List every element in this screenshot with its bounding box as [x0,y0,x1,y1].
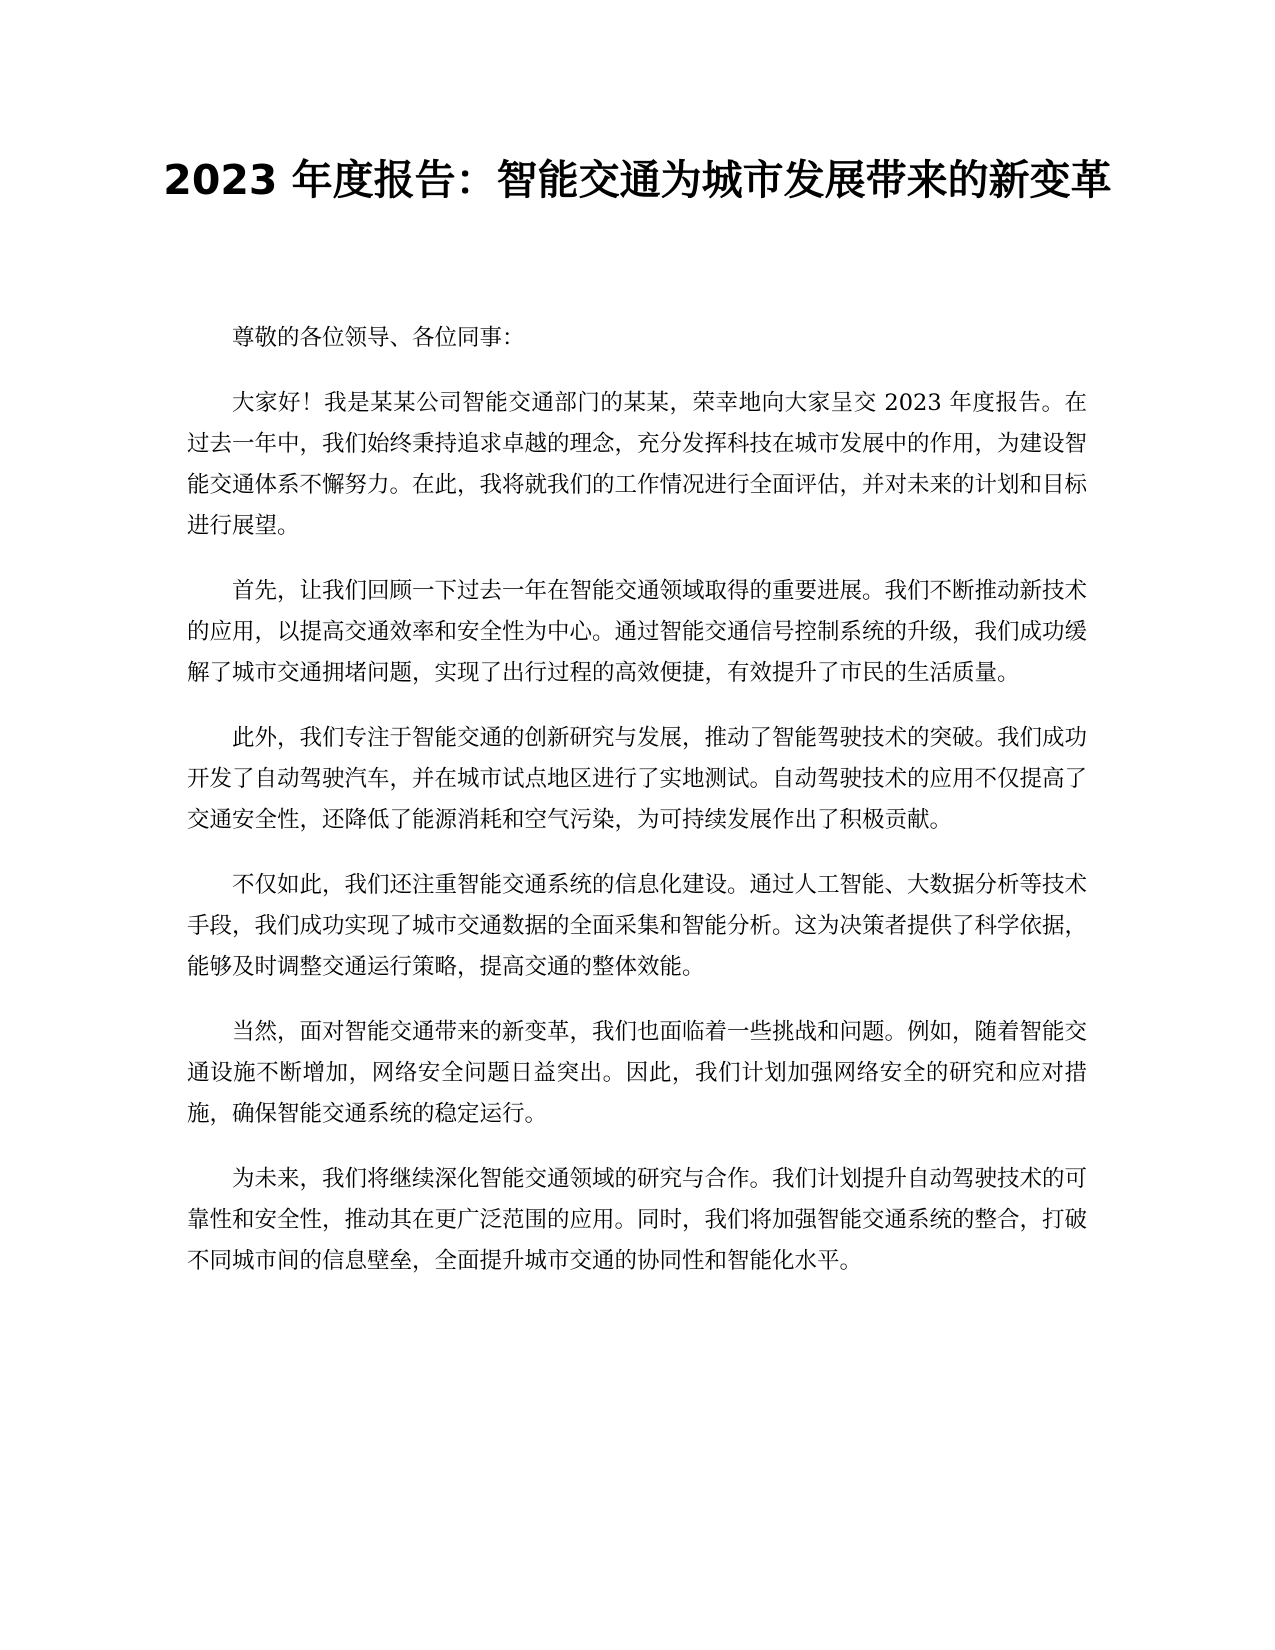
body-paragraph: 不仅如此，我们还注重智能交通系统的信息化建设。通过人工智能、大数据分析等技术手段，我们成功实现了城市交通数据的全面采集和智能分析。这为决策者提供了科学依据，能够及时调整交通运行策略，提高交通的整体效能。 [187,872,1088,980]
body-paragraph: 大家好！我是某某公司智能交通部门的某某，荣幸地向大家呈交 2023 年度报告。在过去一年中，我们始终秉持追求卓越的理念，充分发挥科技在城市发展中的作用，为建设智能交通体系不懈努力。在此，我将就我们的工作情况进行全面评估，并对未来的计划和目标进行展望。 [187,390,1088,539]
document-body [187,318,1087,1306]
document-title: 2023 年度报告：智能交通为城市发展带来的新变革 [163,156,1112,204]
body-paragraph: 首先，让我们回顾一下过去一年在智能交通领域取得的重要进展。我们不断推动新技术的应用，以提高交通效率和安全性为中心。通过智能交通信号控制系统的升级，我们成功缓解了城市交通拥堵问题，实现了出行过程的高效便捷，有效提升了市民的生活质量。 [187,578,1088,686]
body-paragraph: 当然，面对智能交通带来的新变革，我们也面临着一些挑战和问题。例如，随着智能交通设施不断增加，网络安全问题日益突出。因此，我们计划加强网络安全的研究和应对措施，确保智能交通系统的稳定运行。 [187,1019,1088,1127]
body-paragraph: 为未来，我们将继续深化智能交通领域的研究与合作。我们计划提升自动驾驶技术的可靠性和安全性，推动其在更广泛范围的应用。同时，我们将加强智能交通系统的整合，打破不同城市间的信息壁垒，全面提升城市交通的协同性和智能化水平。 [187,1166,1088,1274]
body-paragraph: 此外，我们专注于智能交通的创新研究与发展，推动了智能驾驶技术的突破。我们成功开发了自动驾驶汽车，并在城市试点地区进行了实地测试。自动驾驶技术的应用不仅提高了交通安全性，还降低了能源消耗和空气污染，为可持续发展作出了积极贡献。 [187,725,1088,833]
salutation-paragraph: 尊敬的各位领导、各位同事： [232,325,525,351]
